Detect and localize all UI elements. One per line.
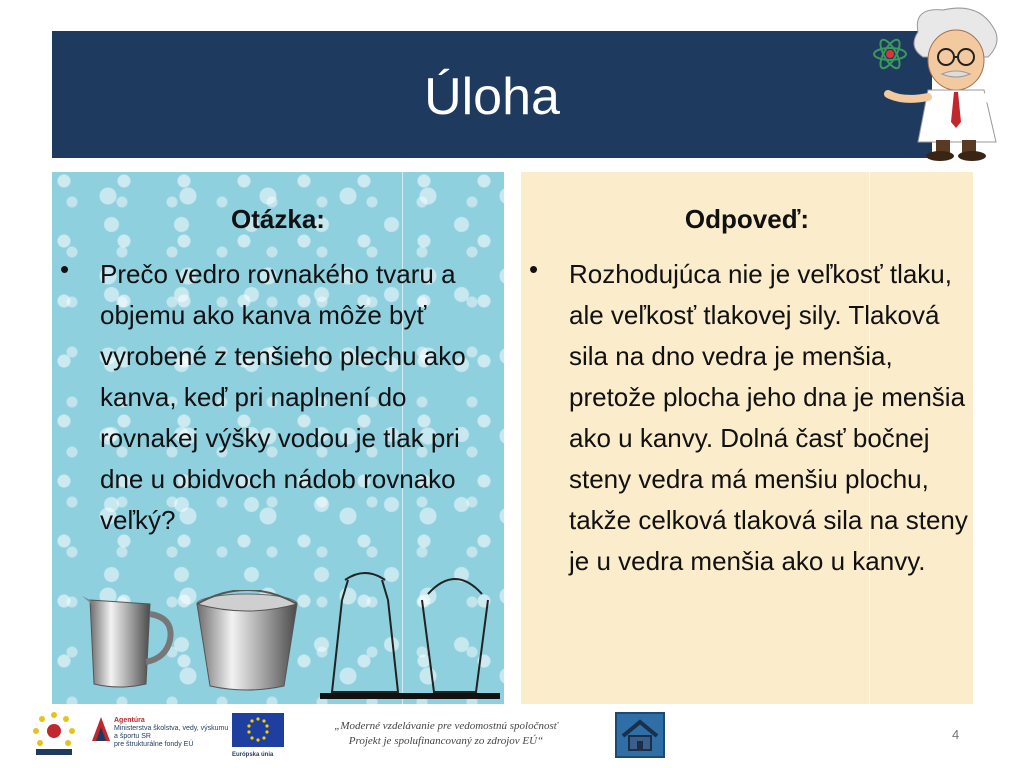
slide-title: Úloha: [424, 68, 560, 126]
atom-icon: [874, 37, 906, 71]
agency-logo-icon: [90, 715, 112, 743]
answer-panel: [521, 172, 973, 704]
eu-flag-icon: [232, 713, 284, 747]
question-text: Prečo vedro rovnakého tvaru a objemu ako kanva môže byť vyrobené z tenšieho plechu ako kanva, keď pri naplnení do rovnakej výšky vodou je tlak pri dne u obidvoch nádob rovnako veľký?: [100, 259, 466, 535]
home-icon: [617, 714, 663, 756]
question-heading: Otázka:: [231, 204, 325, 234]
professor-mascot-icon: [868, 2, 1018, 164]
jug-image: [80, 592, 180, 692]
title-bar: [52, 31, 932, 158]
answer-heading: Odpoveď:: [684, 204, 810, 234]
vessel-outline-1: [320, 570, 410, 702]
bucket-image: [192, 590, 302, 695]
answer-bullet: •: [529, 254, 539, 284]
question-bullet: •: [60, 254, 70, 284]
footer: [0, 705, 1024, 768]
eu-logo: Európska únia: [232, 713, 284, 757]
page-number: 4: [952, 727, 960, 742]
answer-text: Rozhodujúca nie je veľkosť tlaku, ale veľkosť tlakovej sily. Tlaková sila na dno vedra je menšia, pretože plocha jeho dna je menšia ako u kanvy. Dolná časť bočnej steny vedra má menšiu plochu, takže celková tlaková sila na steny je u vedra menšia ako u kanvy.: [569, 259, 968, 576]
question-panel: [52, 172, 504, 704]
vessel-outline-2: [410, 570, 500, 702]
agency-text: Agentúra Ministerstva školstva, vedy, výskumu a športu SR pre štrukturálne fondy EÚ: [114, 717, 229, 748]
footer-project-text: „Moderné vzdelávanie pre vedomostnú spoločnosť Projekt je spolufinancovaný zo zdrojov EÚ“: [334, 720, 558, 747]
home-button[interactable]: [615, 712, 665, 758]
program-logo-icon: [30, 709, 78, 759]
